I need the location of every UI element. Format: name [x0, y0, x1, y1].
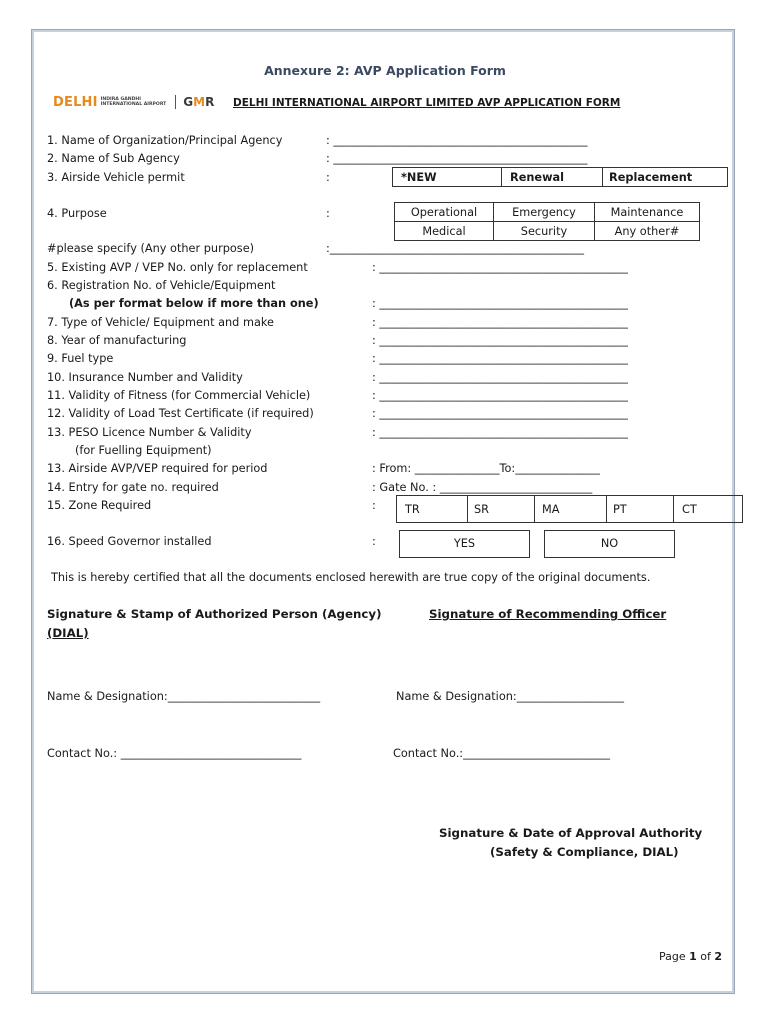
- page-of: of: [696, 950, 715, 963]
- peso-input[interactable]: : ____________________________________________: [372, 426, 628, 439]
- gmr-r: R: [205, 95, 215, 109]
- field-zone-label: 15. Zone Required: [47, 499, 152, 512]
- colon: :: [372, 535, 376, 548]
- registration-input[interactable]: : ____________________________________________: [372, 297, 628, 310]
- purpose-medical-option[interactable]: Medical: [395, 222, 494, 241]
- permit-options: [392, 167, 728, 187]
- approval-authority-label: Signature & Date of Approval Authority: [439, 826, 703, 840]
- colon: :: [326, 171, 330, 184]
- field-registration-note: (As per format below if more than one): [69, 297, 319, 310]
- zone-tr-option[interactable]: TR: [397, 496, 468, 523]
- vehicle-type-input[interactable]: : ____________________________________________: [372, 316, 628, 329]
- zone-sr-option[interactable]: SR: [468, 496, 535, 523]
- zone-options: [396, 495, 743, 523]
- logo-small-line1: INDIRA GANDHI: [100, 97, 141, 102]
- agency-signature-label: Signature & Stamp of Authorized Person (Agency): [47, 607, 382, 621]
- insurance-input[interactable]: : ____________________________________________: [372, 371, 628, 384]
- purpose-emergency-option[interactable]: Emergency: [494, 203, 595, 222]
- speed-yes-option[interactable]: YES: [399, 530, 530, 558]
- field-period-label: 13. Airside AVP/VEP required for period: [47, 462, 268, 475]
- field-existing-avp-label: 5. Existing AVP / VEP No. only for replacement: [47, 261, 308, 274]
- zone-pt-option[interactable]: PT: [607, 496, 674, 523]
- gmr-logo: [183, 95, 214, 109]
- field-registration-label: 6. Registration No. of Vehicle/Equipment: [47, 279, 276, 292]
- speed-no-option[interactable]: NO: [544, 530, 675, 558]
- approval-authority-dept: (Safety & Compliance, DIAL): [490, 845, 679, 859]
- field-fitness-label: 11. Validity of Fitness (for Commercial Vehicle): [47, 389, 311, 402]
- page-total: 2: [714, 950, 723, 963]
- purpose-security-option[interactable]: Security: [494, 222, 595, 241]
- other-purpose-input[interactable]: :_____________________________________________: [326, 242, 584, 255]
- gate-input[interactable]: : Gate No. : ___________________________: [372, 481, 593, 494]
- year-input[interactable]: : ____________________________________________: [372, 334, 628, 347]
- colon: :: [372, 499, 376, 512]
- dial-label: (DIAL): [47, 626, 89, 640]
- fuel-input[interactable]: : ____________________________________________: [372, 352, 628, 365]
- page-number: [659, 950, 722, 963]
- zone-ct-option[interactable]: CT: [674, 496, 743, 523]
- field-year-label: 8. Year of manufacturing: [47, 334, 187, 347]
- name-designation-1-input[interactable]: Name & Designation:___________________________: [47, 690, 321, 703]
- name-designation-2-input[interactable]: Name & Designation:___________________: [396, 690, 625, 703]
- contact-1-input[interactable]: Contact No.: ________________________________: [47, 747, 302, 760]
- form-title: Annexure 2: AVP Application Form: [264, 63, 506, 78]
- permit-new-option[interactable]: *NEW: [393, 168, 502, 187]
- contact-2-input[interactable]: Contact No.:__________________________: [393, 747, 610, 760]
- field-load-test-label: 12. Validity of Load Test Certificate (if required): [47, 407, 314, 420]
- field-other-purpose-label: #please specify (Any other purpose): [47, 242, 255, 255]
- field-insurance-label: 10. Insurance Number and Validity: [47, 371, 243, 384]
- field-peso-note: (for Fuelling Equipment): [75, 444, 212, 457]
- field-fuel-label: 9. Fuel type: [47, 352, 114, 365]
- permit-replacement-option[interactable]: Replacement: [603, 168, 728, 187]
- period-input[interactable]: : From: _______________To:_______________: [372, 462, 600, 475]
- load-test-input[interactable]: : ____________________________________________: [372, 407, 628, 420]
- logo-delhi-text: DELHI: [53, 94, 98, 110]
- permit-renewal-option[interactable]: Renewal: [502, 168, 603, 187]
- colon: :: [326, 207, 330, 220]
- page-prefix: Page: [659, 950, 690, 963]
- purpose-options: [394, 202, 700, 241]
- recommending-officer-label: Signature of Recommending Officer: [429, 607, 667, 621]
- zone-ma-option[interactable]: MA: [535, 496, 607, 523]
- logo-small-line2: INTERNATIONAL AIRPORT: [100, 102, 167, 107]
- field-label: 1. Name of Organization/Principal Agency: [47, 134, 283, 147]
- field-speed-governor-label: 16. Speed Governor installed: [47, 535, 212, 548]
- certification-text: This is hereby certified that all the documents enclosed herewith are true copy of the original documents.: [51, 571, 651, 584]
- field-purpose-label: 4. Purpose: [47, 207, 107, 220]
- organization-input[interactable]: : _____________________________________________: [326, 134, 588, 147]
- fitness-input[interactable]: : ____________________________________________: [372, 389, 628, 402]
- field-gate-label: 14. Entry for gate no. required: [47, 481, 219, 494]
- purpose-any-other-option[interactable]: Any other#: [595, 222, 700, 241]
- gmr-m: M: [193, 95, 206, 109]
- field-organization: [47, 134, 282, 147]
- airport-logo: [53, 93, 214, 111]
- logo-divider: [175, 95, 176, 109]
- purpose-operational-option[interactable]: Operational: [395, 203, 494, 222]
- gmr-g: G: [183, 95, 194, 109]
- purpose-maintenance-option[interactable]: Maintenance: [595, 203, 700, 222]
- logo-small-text: [101, 97, 167, 107]
- page-current: 1: [689, 950, 697, 963]
- field-peso-label: 13. PESO Licence Number & Validity: [47, 426, 252, 439]
- sub-agency-input[interactable]: : _____________________________________________: [326, 152, 588, 165]
- field-vehicle-type-label: 7. Type of Vehicle/ Equipment and make: [47, 316, 274, 329]
- field-permit-label: 3. Airside Vehicle permit: [47, 171, 185, 184]
- form-header: DELHI INTERNATIONAL AIRPORT LIMITED AVP APPLICATION FORM: [233, 97, 621, 109]
- existing-avp-input[interactable]: : ____________________________________________: [372, 261, 628, 274]
- field-sub-agency-label: 2. Name of Sub Agency: [47, 152, 180, 165]
